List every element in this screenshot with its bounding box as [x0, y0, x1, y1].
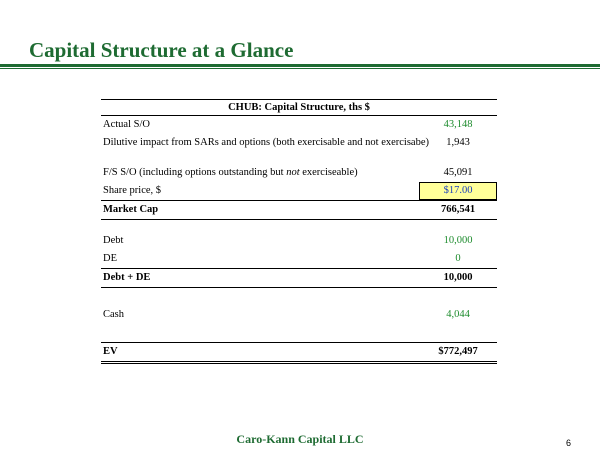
row-fs-so [101, 164, 497, 182]
title-underline-thin [0, 68, 600, 69]
table-heading: CHUB: Capital Structure, ths $ [101, 99, 497, 116]
row-value: 43,148 [443, 119, 473, 130]
row-label: DE [103, 253, 117, 264]
row-debt-plus-de [101, 268, 497, 288]
row-cash [101, 306, 497, 324]
row-de [101, 250, 497, 268]
row-label: EV [103, 346, 118, 357]
row-value: 45,091 [443, 167, 473, 178]
row-label: Debt [103, 235, 124, 246]
row-value: 4,044 [446, 309, 470, 320]
row-value: $17.00 [443, 185, 473, 196]
label-part: exerciseable) [299, 167, 358, 178]
row-value: 1,943 [446, 137, 470, 148]
row-label [103, 164, 358, 182]
row-label: Market Cap [103, 204, 159, 215]
label-emphasis: not [286, 167, 300, 178]
row-debt [101, 232, 497, 250]
row-dilutive-impact [101, 134, 497, 152]
row-market-cap [101, 200, 497, 220]
spacer [101, 220, 497, 232]
row-value: 766,541 [440, 204, 476, 215]
row-label: Cash [103, 309, 124, 320]
spacer [101, 288, 497, 306]
row-value: $772,497 [438, 346, 478, 357]
row-value: 10,000 [443, 235, 473, 246]
title-underline [0, 64, 600, 67]
row-label: Dilutive impact from SARs and options (both exercisable and not exercisabe) [103, 137, 429, 148]
capital-structure-table [101, 99, 497, 364]
slide-title: Capital Structure at a Glance [29, 38, 294, 62]
row-value: 0 [455, 253, 461, 264]
spacer [101, 324, 497, 342]
label-part: F/S S/O (including options outstanding but [103, 167, 287, 178]
row-label: Share price, $ [103, 185, 162, 196]
footer-firm-name: Caro-Kann Capital LLC [236, 432, 364, 446]
spacer [101, 152, 497, 164]
row-share-price [101, 182, 497, 200]
row-label: Actual S/O [103, 119, 150, 130]
row-actual-so [101, 116, 497, 134]
row-value: 10,000 [443, 272, 473, 283]
row-ev [101, 342, 497, 364]
row-label: Debt + DE [103, 272, 151, 283]
page-number: 6 [566, 438, 572, 448]
